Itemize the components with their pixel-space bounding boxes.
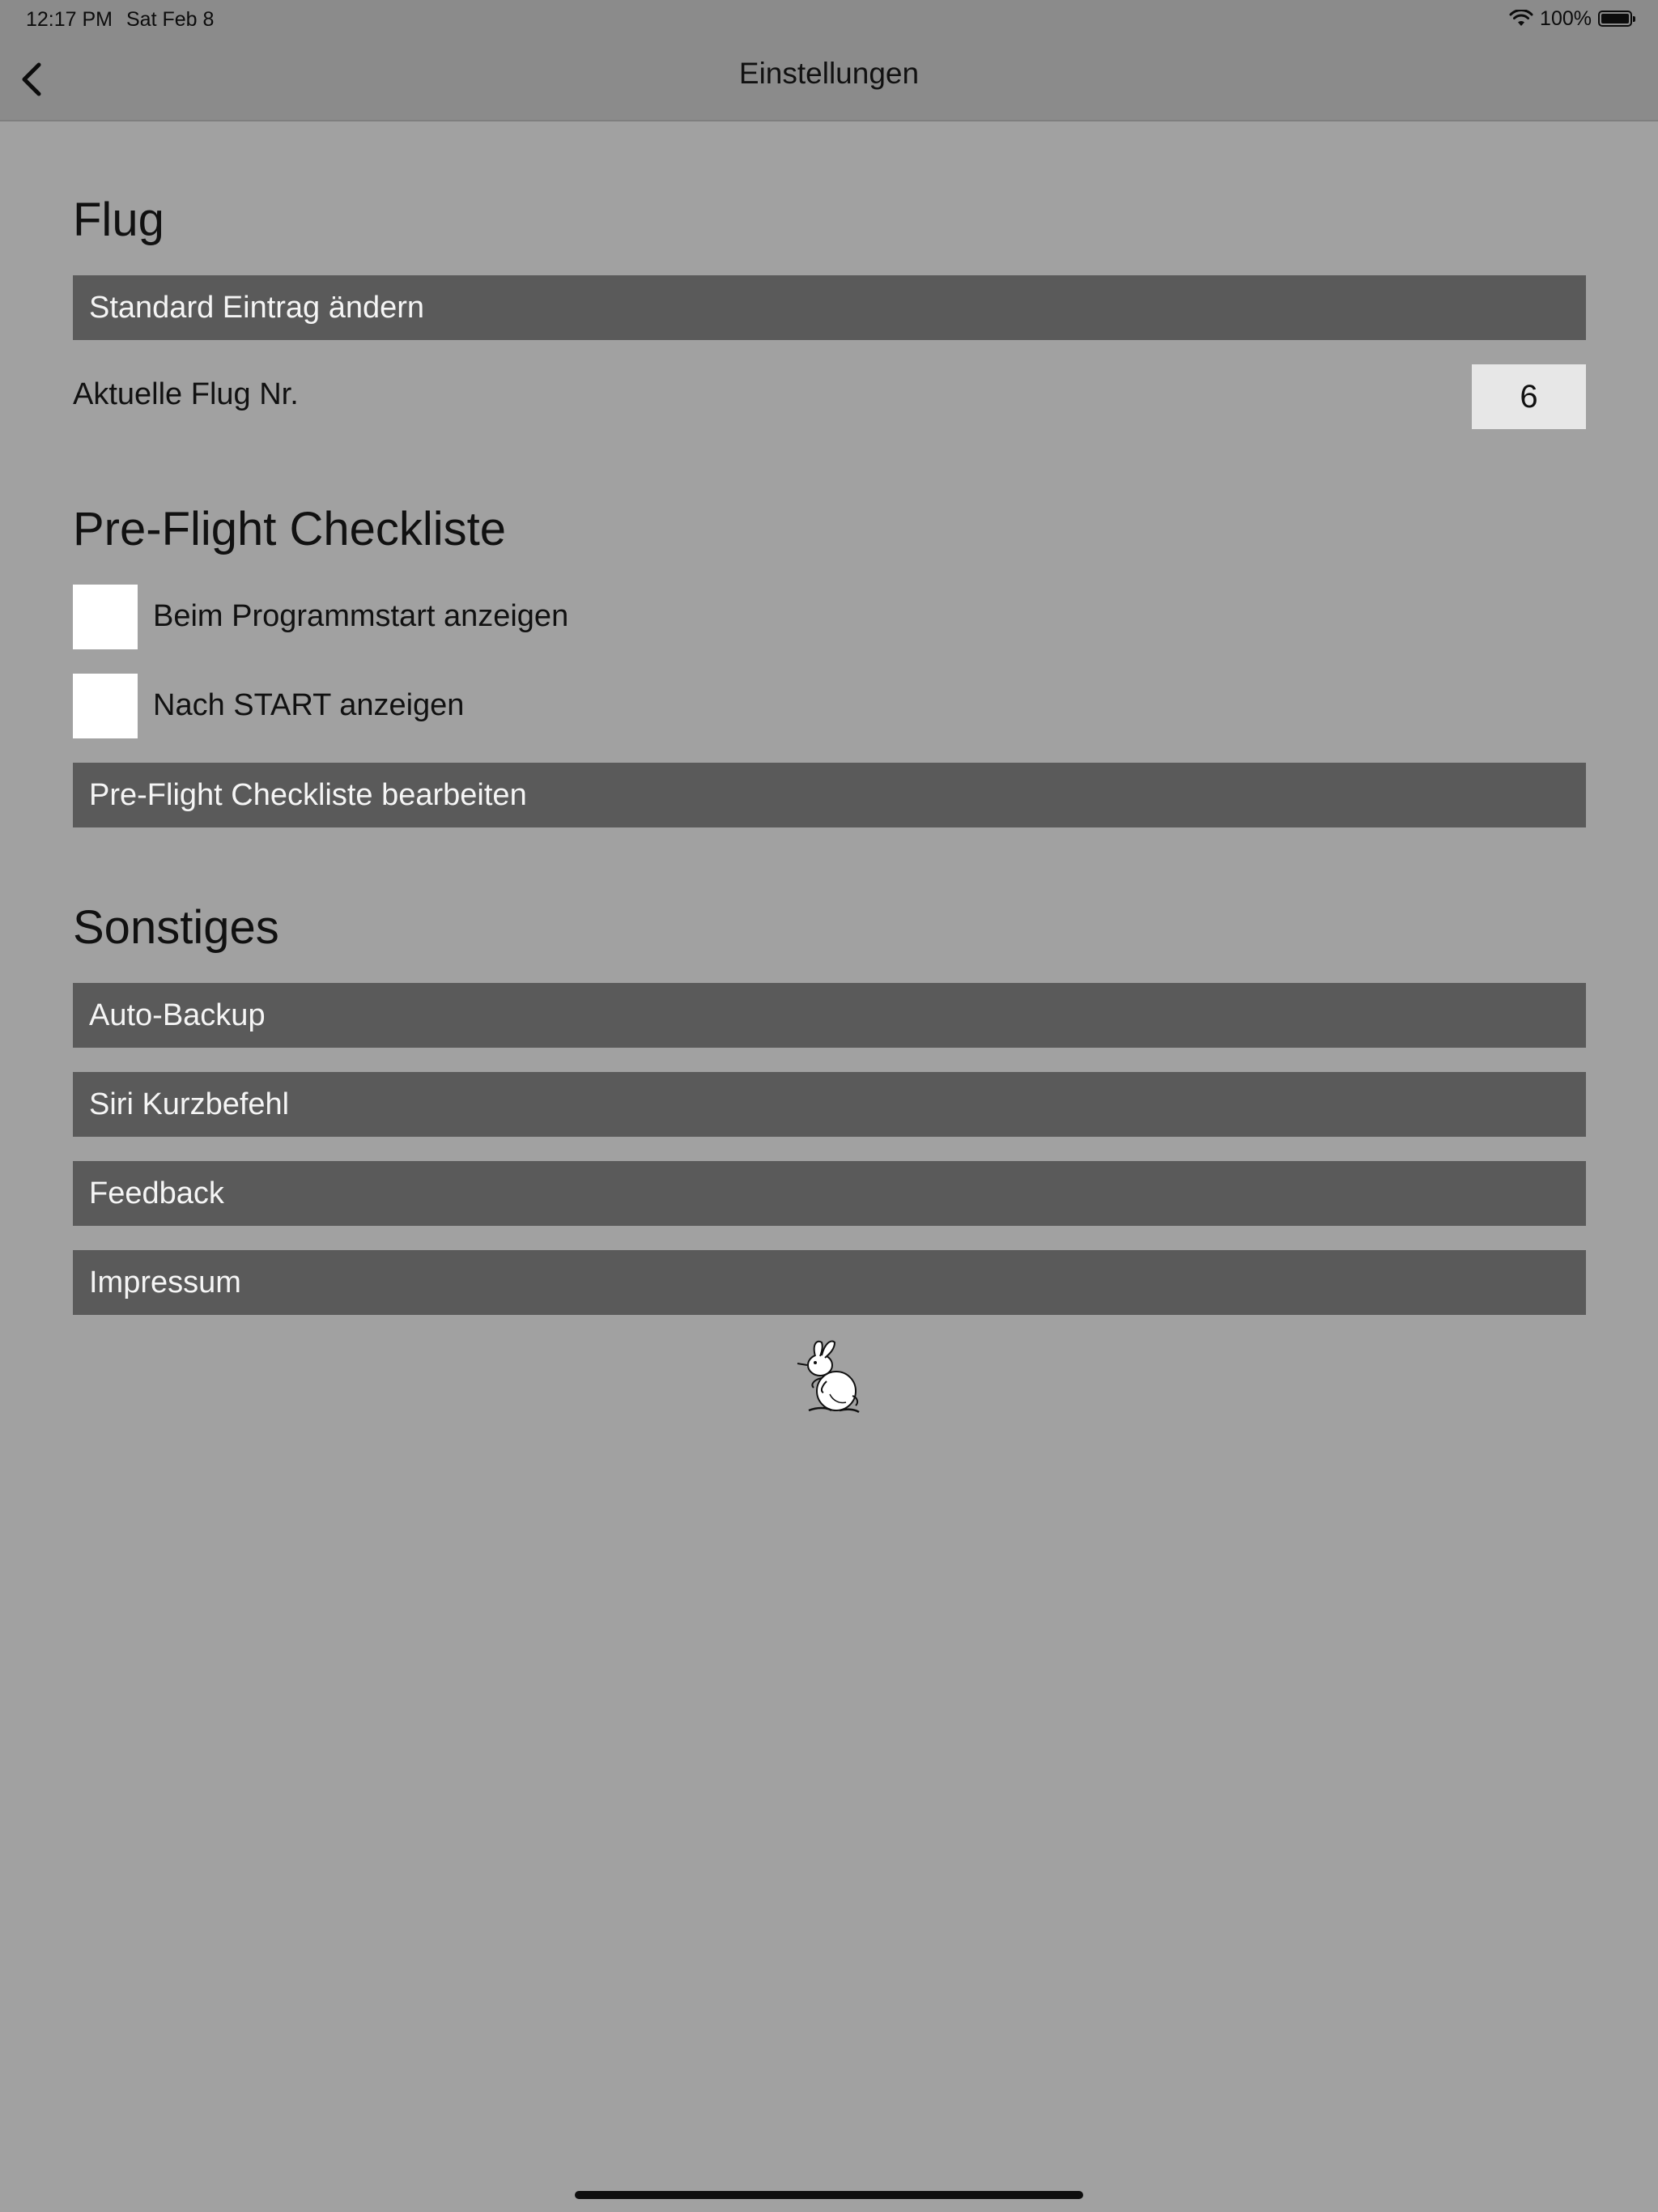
edit-checklist-button[interactable]: Pre-Flight Checkliste bearbeiten bbox=[73, 763, 1586, 827]
siri-shortcut-button[interactable]: Siri Kurzbefehl bbox=[73, 1072, 1586, 1137]
battery-icon bbox=[1598, 11, 1632, 27]
current-flight-label: Aktuelle Flug Nr. bbox=[73, 377, 299, 411]
status-date: Sat Feb 8 bbox=[126, 8, 215, 31]
page-title: Einstellungen bbox=[738, 57, 920, 90]
top-bar bbox=[0, 0, 1658, 121]
section-title-preflight: Pre-Flight Checkliste bbox=[73, 503, 507, 555]
section-title-flug: Flug bbox=[73, 194, 164, 246]
show-on-start-checkbox[interactable] bbox=[73, 585, 138, 649]
imprint-button[interactable]: Impressum bbox=[73, 1250, 1586, 1315]
show-after-start-label: Nach START anzeigen bbox=[153, 688, 465, 722]
show-on-start-label: Beim Programmstart anzeigen bbox=[153, 599, 569, 633]
home-indicator bbox=[575, 2191, 1083, 2199]
status-indicators bbox=[1509, 6, 1632, 31]
feedback-button[interactable]: Feedback bbox=[73, 1161, 1586, 1226]
wifi-icon bbox=[1509, 10, 1533, 28]
auto-backup-button[interactable]: Auto-Backup bbox=[73, 983, 1586, 1048]
show-after-start-checkbox[interactable] bbox=[73, 674, 138, 738]
status-time: 12:17 PM bbox=[26, 8, 113, 31]
battery-percent: 100% bbox=[1540, 6, 1592, 30]
current-flight-number-field[interactable] bbox=[1472, 364, 1586, 429]
section-title-misc: Sonstiges bbox=[73, 901, 279, 954]
rabbit-mascot-icon bbox=[789, 1336, 867, 1417]
edit-default-entry-button[interactable]: Standard Eintrag ändern bbox=[73, 275, 1586, 340]
